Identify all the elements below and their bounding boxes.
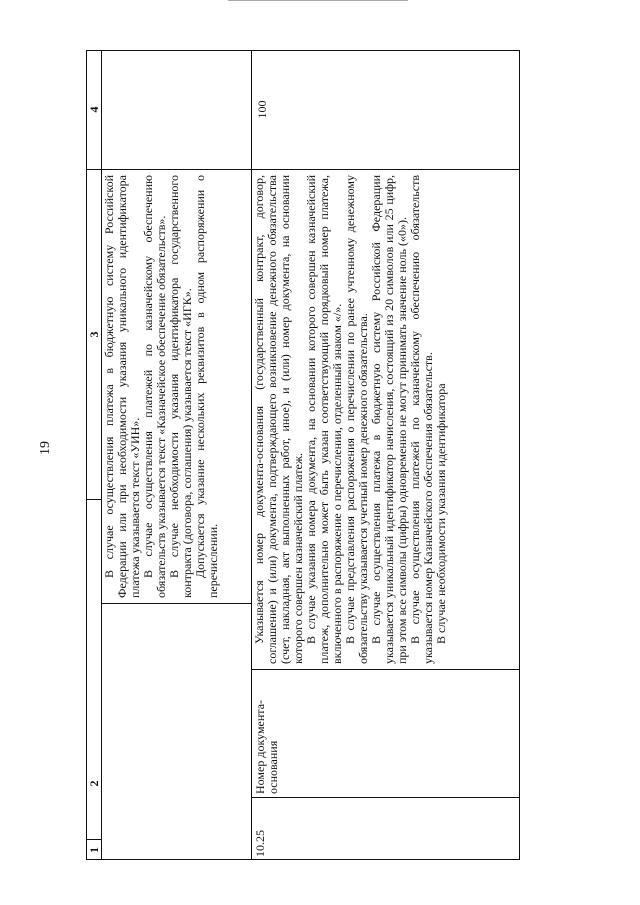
row2-par-3: В случае представления распоряжения о перечислении по ранее учтенному денежному обязательству указывается учетный номер денежного обязательства. [343, 175, 370, 664]
top-border-line [228, 0, 408, 1]
row2-par-5: В случае осуществления платежей по казначейскому обеспечению обязательств указывается номер Казначейского обеспечения обязательств. [408, 175, 435, 664]
header-row [86, 50, 102, 860]
row2-par-4: В случае осуществления платежа в бюджетную систему Российской Федерации указывается уникальный идентификатор начисления, состоящий из 20 символов или 25 цифр, при этом все символы (цифры) одновременно не могут принимать значение ноль («0»). [369, 175, 409, 664]
header-col-3: 3 [86, 170, 102, 500]
header-col-1: 1 [87, 847, 101, 853]
row1-par-3: В случае необходимости указания идентификатора государственного контракта (договора, соглашения) указывается текст «ИГК». [167, 175, 194, 598]
row1-par-2: В случае осуществления платежей по казначейскому обеспечению обязательств указывается текст «Казначейское обеспечение обязательств». [141, 175, 168, 598]
row1-col2 [102, 604, 251, 732]
table-row-continuation [102, 50, 251, 860]
table-row-10-25 [252, 50, 520, 860]
row2-par-1: Указывается номер документа-основания (государственный контракт, договор, соглашение) и (или) документа, подтверждающего возникновение денежного обязательства (счет, накладная, акт выполненных работ, иное), и (или) номер документа, на основании которого совершен казначейский платеж. [252, 175, 305, 664]
row1-par-4: Допускается указание нескольких реквизитов в одном распоряжении о перечислении. [193, 175, 220, 598]
row2-par-2: В случае указания номера документа, на основании которого совершен казначейский платеж, дополнительно может быть указан соответствующий порядковый номер платежа, включенного в распоряжение о перечислении, отделенный знаком «/». [304, 175, 344, 664]
header-col-2: 2 [86, 728, 102, 840]
row1-col4 [102, 50, 251, 170]
page-number: 19 [38, 441, 53, 455]
row2-description [252, 170, 520, 670]
row1-description [102, 170, 251, 604]
row1-par-1: В случае осуществления платежа в бюджетную систему Российской Федерации или при необходимости указания уникального идентификатора платежа указывается текст «УИН». [102, 175, 142, 598]
row2-par-6: В случае необходимости указания идентификатора [434, 383, 448, 644]
row2-field-name: Номер документа-основания [252, 670, 520, 798]
row1-col1 [102, 732, 251, 860]
header-col-4: 4 [86, 50, 102, 170]
row2-length: 100 [252, 50, 520, 170]
row2-number: 10.25 [253, 830, 267, 857]
